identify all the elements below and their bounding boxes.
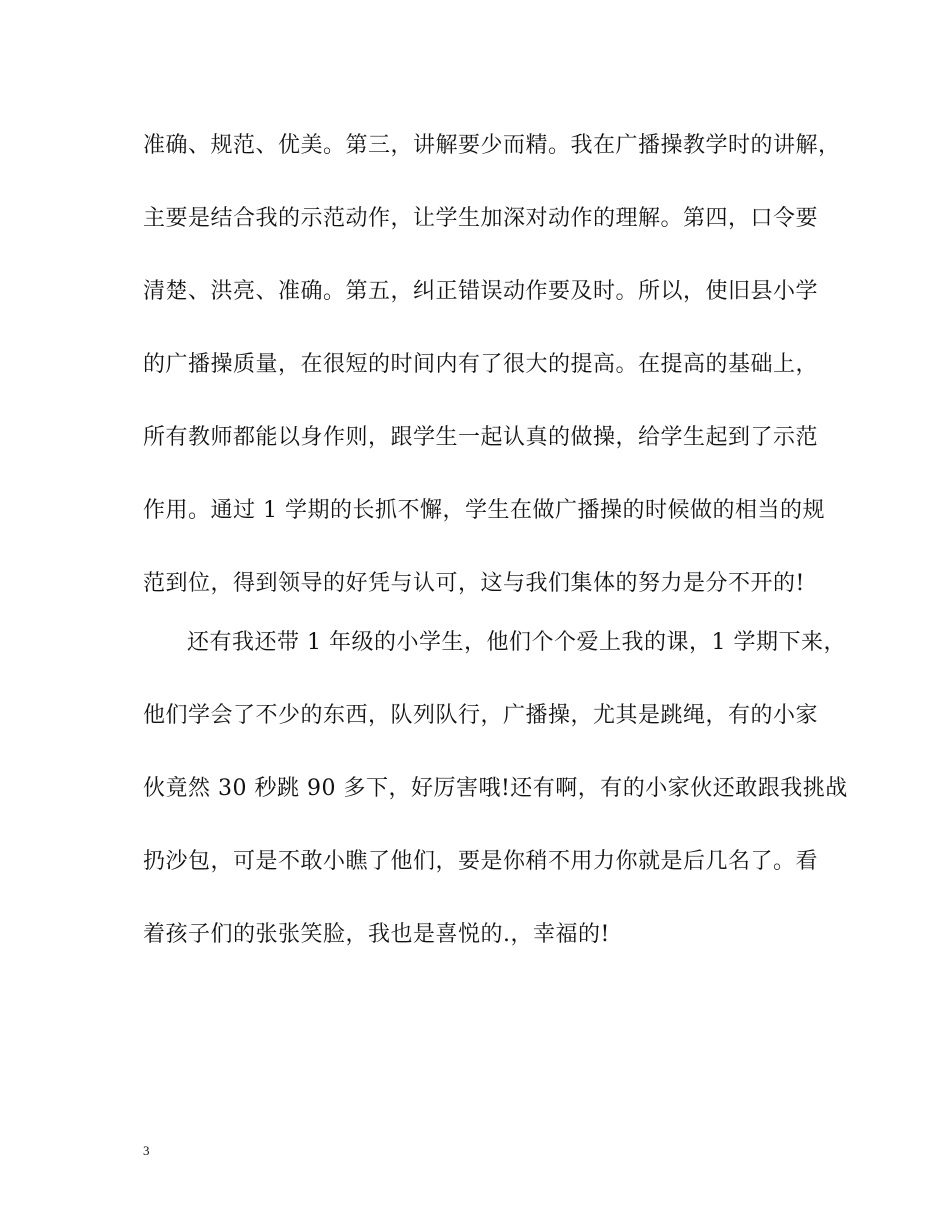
text-line: 准确、规范、优美。第三，讲解要少而精。我在广播操教学时的讲解， — [143, 133, 841, 158]
text-line: 着孩子们的张张笑脸，我也是喜悦的.，幸福的! — [143, 922, 610, 947]
text-line: 清楚、洪亮、准确。第五，纠正错误动作要及时。所以，使旧县小学 — [143, 279, 819, 304]
text-line: 所有教师都能以身作则，跟学生一起认真的做操，给学生起到了示范 — [143, 425, 819, 450]
text-line: 他们学会了不少的东西，队列队行，广播操，尤其是跳绳，有的小家 — [143, 703, 819, 728]
text-line: 的广播操质量，在很短的时间内有了很大的提高。在提高的基础上， — [143, 352, 819, 377]
text-line: 扔沙包，可是不敢小瞧了他们，要是你稍不用力你就是后几名了。看 — [143, 849, 819, 874]
page-number: 3 — [143, 1143, 150, 1158]
text-line: 范到位，得到领导的好凭与认可，这与我们集体的努力是分不开的! — [143, 571, 805, 596]
text-line: 作用。通过 1 学期的长抓不懈，学生在做广播操的时候做的相当的规 — [143, 498, 825, 523]
text-line: 主要是结合我的示范动作，让学生加深对动作的理解。第四，口令要 — [143, 206, 819, 231]
paragraph-first-line: 还有我还带 1 年级的小学生，他们个个爱上我的课，1 学期下来， — [187, 630, 846, 655]
text-line: 伙竟然 30 秒跳 90 多下，好厉害哦!还有啊，有的小家伙还敢跟我挑战 — [143, 776, 848, 801]
